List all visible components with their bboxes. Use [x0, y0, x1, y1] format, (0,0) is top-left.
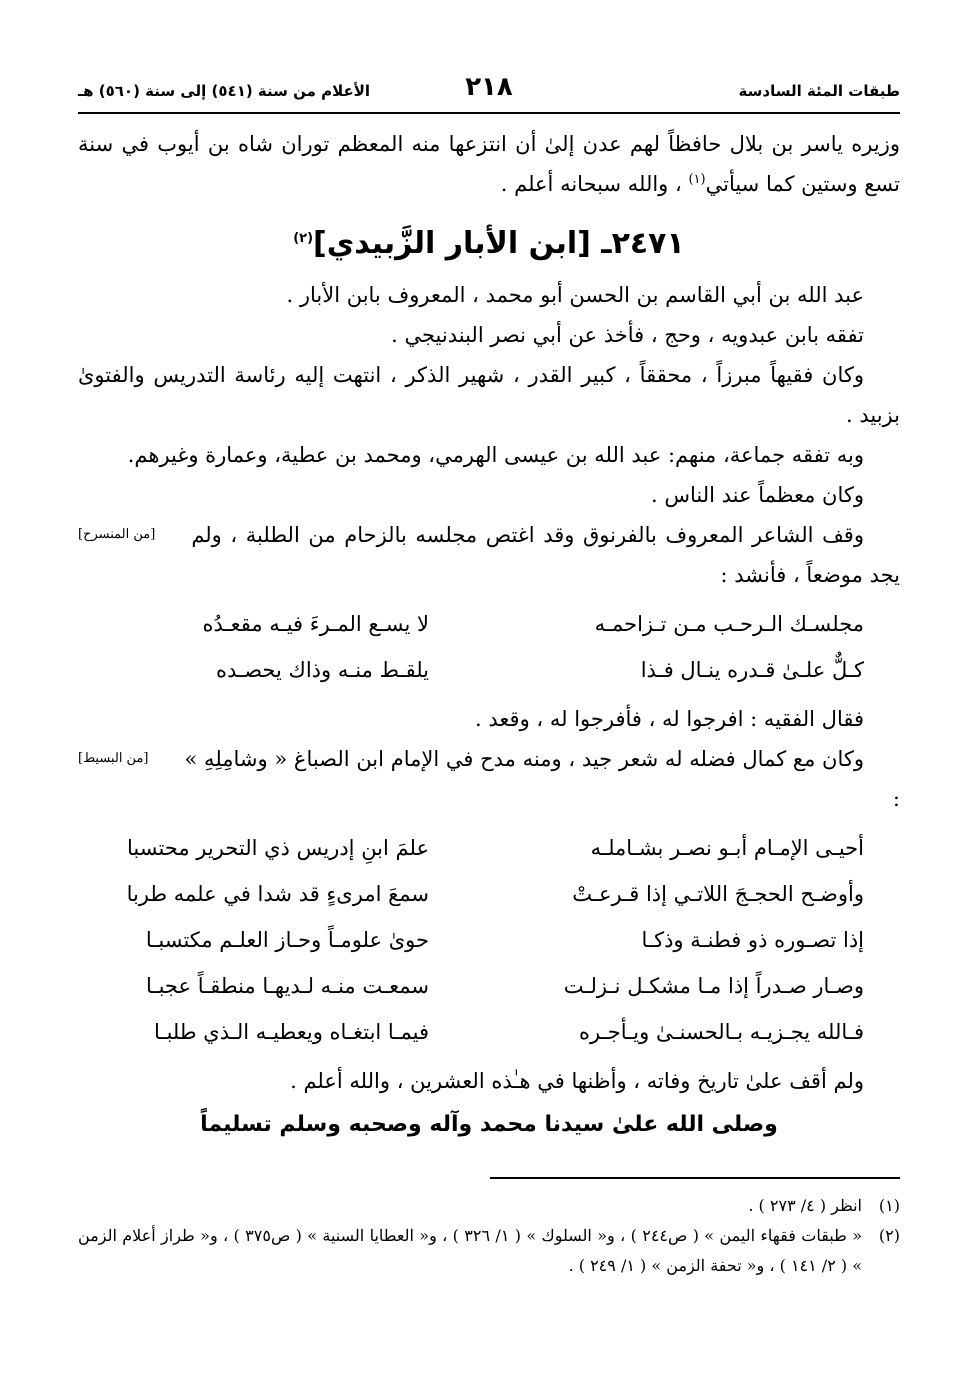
verse-first-hemistich: كـلٌّ علـىٰ قـدره ينـال فـذا: [640, 658, 864, 682]
paragraph-study: تفقه بابن عبدويه ، وحج ، فأخذ عن أبي نصر البندنيجي .: [391, 323, 864, 347]
meter-label-2: [من البسيط]: [78, 751, 149, 766]
opening-paragraph: [78, 124, 900, 204]
footnote-number: (١): [878, 1196, 900, 1215]
verse: [78, 871, 900, 917]
poem-1: [78, 601, 900, 693]
poet-intro-paragraph: [78, 515, 900, 595]
verse-second-hemistich: يلقـط منـه وذاك يحصـده: [216, 658, 429, 682]
footnote-ref-2[interactable]: (٢): [293, 231, 314, 246]
opening-text: وزيره ياسر بن بلال حافظاً لهم عدن إلىٰ أن انتزعها منه المعظم توران شاه بن أيوب في سنة تسع وستين كما سيأتي: [78, 132, 900, 196]
footnote-number: (٢): [878, 1226, 900, 1245]
verse-second-hemistich: علمَ ابنِ إدريس ذي التحرير محتسبا: [127, 836, 429, 860]
verse: [78, 963, 900, 1009]
header-year-range: الأعلام من سنة (٥٤١) إلى سنة (٥٦٠) هـ: [78, 82, 371, 100]
verse-first-hemistich: إذا تصـوره ذو فطنـة وذكـا: [641, 928, 864, 952]
verse-second-hemistich: فيمـا ابتغـاه ويعطيـه الـذي طلبـا: [154, 1020, 429, 1044]
verse: [78, 917, 900, 963]
verse-second-hemistich: سمعَ امرىءٍ قد شدا في علمه طربا: [126, 882, 429, 906]
paragraph-respect: وكان معظماً عند الناس .: [651, 483, 864, 507]
verse-second-hemistich: حوىٰ علومـاً وحـاز العلـم مكتسبـا: [145, 928, 429, 952]
header-rule: [78, 112, 900, 114]
conclusion-paragraph: ولم أقف علىٰ تاريخ وفاته ، وأظنها في هـٰذه العشرين ، والله أعلم .: [290, 1069, 864, 1093]
verse: [78, 825, 900, 871]
header-book-section: طبقات المئة السادسة: [738, 82, 900, 100]
closing-prayer: وصلى الله علىٰ سيدنا محمد وآله وصحبه وسلم تسليماً: [200, 1112, 778, 1137]
opening-tail: ، والله سبحانه أعلم .: [500, 172, 689, 196]
paragraph-students: وبه تفقه جماعة، منهم: عبد الله بن عيسى الهرمي، ومحمد بن عطية، وعمارة وغيرهم.: [127, 443, 864, 467]
footnote-ref-1[interactable]: (١): [688, 172, 706, 187]
poem2-intro-text: وكان مع كمال فضله له شعر جيد ، ومنه مدح في الإمام ابن الصباغ « وشامِلِهِ » :: [184, 747, 900, 811]
footnote-text: « طبقات فقهاء اليمن » ( ص٢٤٤ ) ، و« السلوك » ( ١/ ٣٢٦ ) ، و« العطايا السنية » ( ص٣٧٥ ) ، و« طراز أعلام الزمن » ( ٢/ ١٤١ ) ، و« تحفة الزمن » ( ١/ ٢٤٩ ) .: [78, 1226, 862, 1275]
paragraph-name: عبد الله بن أبي القاسم بن الحسن أبو محمد ، المعروف بابن الأبار .: [286, 283, 864, 307]
footnote-text: انظر ( ٤/ ٢٧٣ ) .: [748, 1196, 862, 1215]
verse-first-hemistich: فـالله يجـزيـه بـالحسنـىٰ ويـأجـره: [579, 1020, 864, 1044]
poet-intro-text: وقف الشاعر المعروف بالفرنوق وقد اغتص مجلسه بالزحام من الطلبة ، ولم يجد موضعاً ، فأنشد :: [191, 523, 900, 587]
after-poem-paragraph: فقال الفقيه : افرجوا له ، فأفرجوا له ، وقعد .: [475, 707, 864, 731]
verse-second-hemistich: لا يسـع المـرءَ فيـه مقعـدُه: [202, 612, 429, 636]
verse-first-hemistich: أحيـى الإمـام أبـو نصـر بشـاملـه: [590, 836, 864, 860]
footnote-item: [78, 1191, 900, 1221]
verse-second-hemistich: سمعـت منـه لـديهـا منطقـاً عجبـا: [146, 974, 429, 998]
poem-2: [78, 825, 900, 1055]
footnotes: [78, 1191, 900, 1281]
verse-first-hemistich: وصـار صـدراً إذا مـا مشكـل نـزلـت: [563, 974, 864, 998]
page-number: ٢١٨: [465, 72, 513, 102]
verse-first-hemistich: وأوضـح الحجـجَ اللاتـي إذا قـرعـتْ: [572, 882, 864, 906]
verse: [78, 1009, 900, 1055]
running-header: [78, 70, 900, 110]
footnote-rule: [490, 1177, 900, 1179]
meter-label-1: [من المنسرح]: [78, 527, 156, 542]
entry-title-text: ٢٤٧١ـ [ابن الأبار الزَّبيدي]: [313, 226, 685, 261]
verse: [78, 601, 900, 647]
poem2-intro-paragraph: [78, 739, 900, 819]
verse-first-hemistich: مجلسـك الـرحـب مـن تـزاحمـه: [594, 612, 864, 636]
footnote-item: [78, 1221, 900, 1281]
entry-title: [78, 226, 900, 261]
paragraph-status: وكان فقيهاً مبرزاً ، محققاً ، كبير القدر ، شهير الذكر ، انتهت إليه رئاسة التدريس والفتوىٰ بزبيد .: [78, 363, 900, 427]
verse: [78, 647, 900, 693]
